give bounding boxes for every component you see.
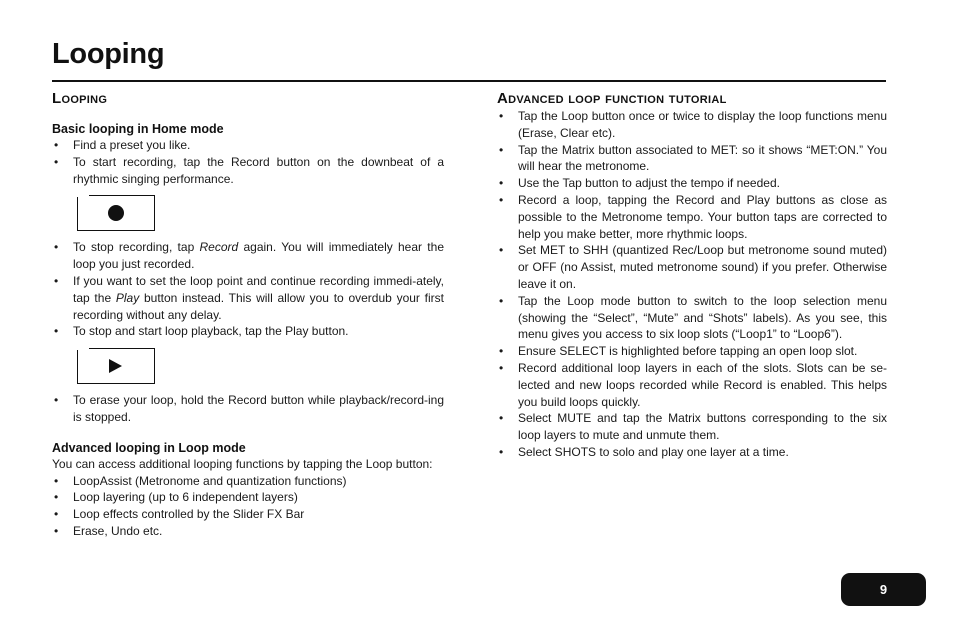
bullet-mark: • (499, 243, 504, 258)
bullet-mark: • (499, 142, 504, 157)
list-item: • Find a preset you like. (54, 138, 191, 152)
list-item: • LoopAssist (Metronome and quantization functions) (54, 473, 347, 488)
bullet-mark: • (499, 360, 504, 375)
bullet-mark: • (54, 507, 59, 522)
bullet-mark: • (54, 138, 59, 152)
list-item: • Record a loop, tapping the Record and Play buttons as close as possible to the Metronome tempo. Your button taps are corrected to help you make better, more rhythmic loops. (499, 192, 887, 241)
title-rule (52, 80, 886, 82)
list-item: • Tap the Matrix button associated to MET: so it shows “MET:ON.” You will hear the metronome. (499, 142, 887, 174)
bullet-mark: • (499, 444, 504, 459)
list-item: • Ensure SELECT is highlighted before tapping an open loop slot. (499, 344, 858, 359)
list-item: • If you want to set the loop point and continue recording immedi-ately, tap the Play button instead. This will allow you to overdub your first recording without any delay. (54, 273, 445, 322)
bullet-mark: • (54, 273, 59, 288)
list-item: • Select SHOTS to solo and play one layer at a time. (499, 444, 789, 459)
record-button-illustration (77, 195, 155, 231)
list-item: • Loop effects controlled by the Slider FX Bar (54, 507, 305, 522)
page-title: Looping (52, 38, 165, 70)
bullet-mark: • (54, 324, 59, 339)
bullet-mark: • (54, 523, 59, 538)
basic-bullets-c (52, 392, 444, 426)
record-icon (108, 205, 124, 221)
list-item: • To stop and start loop playback, tap the Play button. (54, 324, 349, 339)
bullet-mark: • (54, 240, 59, 255)
bullet-mark: • (499, 344, 504, 359)
bullet-mark: • (54, 473, 59, 488)
bullet-mark: • (54, 393, 59, 408)
play-icon (109, 359, 122, 373)
list-item: • Record additional loop layers in each of the slots. Slots can be se-lected and new loops recorded while Record is enabled. This helps you build loops quickly. (499, 360, 887, 409)
bullet-mark: • (499, 293, 504, 308)
page-number-badge (841, 573, 926, 606)
tutorial-bullets-a (497, 108, 887, 343)
section-heading-advanced-tutorial: Advanced loop function tutorial (497, 90, 727, 107)
list-item: • Tap the Loop mode button to switch to the loop selection menu (showing the “Select”, “Mute” and “Shots” labels). As you see, this menu gives you access to six loop slots (“Loop1” to “Loop6”). (499, 293, 887, 342)
subheading-advanced-looping: Advanced looping in Loop mode (52, 440, 246, 455)
list-item: • To stop recording, tap Record again. You will immediately hear the loop you just recorded. (54, 240, 444, 272)
tutorial-bullets-b (497, 343, 887, 410)
list-item: • Set MET to SHH (quantized Rec/Loop but metronome sound muted) or OFF (no Assist, muted metronome sound) if you prefer. Otherwise leave it on. (499, 243, 887, 291)
advanced-bullets (52, 473, 444, 540)
bullet-mark: • (54, 490, 59, 505)
list-item: • Erase, Undo etc. (54, 523, 163, 538)
list-item: • Loop layering (up to 6 independent layers) (54, 490, 298, 505)
basic-bullets-b (52, 239, 444, 340)
page-number: 9 (879, 582, 888, 597)
bullet-mark: • (499, 411, 504, 426)
list-item: • To erase your loop, hold the Record button while playback/record-ing is stopped. (54, 393, 444, 424)
list-item: • To start recording, tap the Record button on the downbeat of a rhythmic singing performance. (54, 154, 444, 186)
bullet-mark: • (499, 192, 504, 207)
subheading-basic-looping: Basic looping in Home mode (52, 122, 224, 136)
tutorial-bullets-c (497, 410, 887, 460)
bullet-mark: • (499, 109, 504, 123)
left-column (52, 90, 444, 540)
section-heading-looping: Looping (52, 90, 108, 107)
list-item: • Use the Tap button to adjust the tempo if needed. (499, 176, 780, 191)
advanced-intro: You can access additional looping functions by tapping the Loop button: (52, 456, 433, 471)
bullet-mark: • (499, 176, 504, 191)
list-item: • Select MUTE and tap the Matrix buttons corresponding to the six loop layers to mute and unmute them. (499, 411, 887, 443)
bullet-mark: • (54, 154, 59, 169)
list-item: • Tap the Loop button once or twice to display the loop functions menu (Erase, Clear etc). (499, 109, 887, 140)
basic-bullets-a (52, 137, 444, 187)
play-button-illustration (77, 348, 155, 384)
right-column (497, 90, 887, 461)
